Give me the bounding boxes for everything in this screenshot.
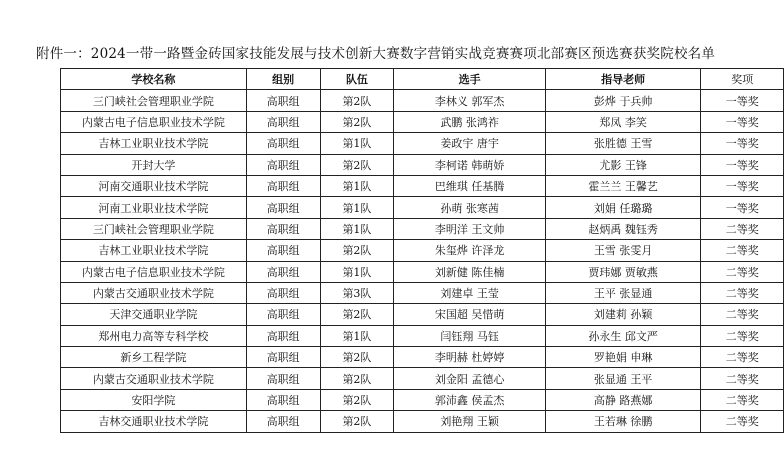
table-body (61, 90, 784, 432)
team-cell: 第2队 (320, 389, 394, 410)
table-row (61, 282, 784, 303)
award-cell: 二等奖 (701, 389, 784, 410)
award-cell: 一等奖 (701, 90, 784, 111)
group-cell: 高职组 (246, 90, 320, 111)
group-cell: 高职组 (246, 175, 320, 196)
contestants-cell: 朱玺烨 许泽龙 (394, 240, 546, 261)
team-cell: 第1队 (320, 261, 394, 282)
group-cell: 高职组 (246, 411, 320, 432)
school-cell: 内蒙古电子信息职业技术学院 (61, 261, 247, 282)
school-cell: 内蒙古电子信息职业技术学院 (61, 111, 247, 132)
instructors-cell: 孙永生 邱文严 (545, 325, 701, 346)
team-cell: 第2队 (320, 347, 394, 368)
instructors-cell: 王平 张显通 (545, 282, 701, 303)
group-cell: 高职组 (246, 282, 320, 303)
instructors-cell: 张显通 王平 (545, 368, 701, 389)
instructors-cell: 霍兰兰 王馨艺 (545, 175, 701, 196)
contestants-cell: 李林义 郭军杰 (394, 90, 546, 111)
contestants-cell: 郭沛鑫 侯孟杰 (394, 389, 546, 410)
team-cell: 第1队 (320, 133, 394, 154)
instructors-cell: 刘娟 任璐璐 (545, 197, 701, 218)
team-cell: 第1队 (320, 218, 394, 239)
contestants-cell: 李柯诺 韩萌娇 (394, 154, 546, 175)
school-cell: 三门峡社会管理职业学院 (61, 90, 247, 111)
table-row (61, 261, 784, 282)
school-cell: 内蒙古交通职业技术学院 (61, 282, 247, 303)
school-cell: 吉林工业职业技术学院 (61, 240, 247, 261)
group-cell: 高职组 (246, 197, 320, 218)
team-cell: 第2队 (320, 111, 394, 132)
table-row (61, 154, 784, 175)
award-cell: 二等奖 (701, 218, 784, 239)
table-row (61, 111, 784, 132)
award-cell: 二等奖 (701, 325, 784, 346)
table-row (61, 304, 784, 325)
team-cell: 第1队 (320, 175, 394, 196)
school-cell: 河南工业职业技术学院 (61, 197, 247, 218)
table-row (61, 368, 784, 389)
school-cell: 天津交通职业学院 (61, 304, 247, 325)
instructors-cell: 王雪 张雯月 (545, 240, 701, 261)
table-row (61, 347, 784, 368)
award-cell: 二等奖 (701, 304, 784, 325)
award-cell: 一等奖 (701, 111, 784, 132)
contestants-cell: 李明洋 王文帅 (394, 218, 546, 239)
group-cell: 高职组 (246, 304, 320, 325)
award-cell: 一等奖 (701, 154, 784, 175)
header-group: 组别 (246, 69, 320, 90)
contestants-cell: 李明赫 杜婷婷 (394, 347, 546, 368)
table-row (61, 90, 784, 111)
team-cell: 第3队 (320, 282, 394, 303)
header-school: 学校名称 (61, 69, 247, 90)
group-cell: 高职组 (246, 261, 320, 282)
contestants-cell: 孙萌 张寒茜 (394, 197, 546, 218)
header-team: 队伍 (320, 69, 394, 90)
school-cell: 新乡工程学院 (61, 347, 247, 368)
school-cell: 吉林工业职业技术学院 (61, 133, 247, 154)
team-cell: 第1队 (320, 325, 394, 346)
table-row (61, 411, 784, 432)
school-cell: 河南交通职业技术学院 (61, 175, 247, 196)
contestants-cell: 武鹏 张鸿祚 (394, 111, 546, 132)
group-cell: 高职组 (246, 389, 320, 410)
instructors-cell: 彭烨 于兵帅 (545, 90, 701, 111)
header-contestants: 选手 (394, 69, 546, 90)
instructors-cell: 高静 路燕娜 (545, 389, 701, 410)
group-cell: 高职组 (246, 240, 320, 261)
table-header (61, 69, 784, 90)
group-cell: 高职组 (246, 218, 320, 239)
document-title: 附件一：2024一带一路暨金砖国家技能发展与技术创新大赛数字营销实战竞赛赛项北部赛区预选赛获奖院校名单 (36, 46, 716, 62)
table-row (61, 175, 784, 196)
contestants-cell: 闫钰翔 马钰 (394, 325, 546, 346)
award-table (60, 68, 784, 433)
team-cell: 第2队 (320, 154, 394, 175)
contestants-cell: 姜政宇 唐宇 (394, 133, 546, 154)
award-cell: 二等奖 (701, 411, 784, 432)
group-cell: 高职组 (246, 154, 320, 175)
instructors-cell: 张胜德 王雪 (545, 133, 701, 154)
award-cell: 二等奖 (701, 240, 784, 261)
group-cell: 高职组 (246, 368, 320, 389)
table-row (61, 325, 784, 346)
header-row (61, 69, 784, 90)
contestants-cell: 刘艳翔 王颖 (394, 411, 546, 432)
group-cell: 高职组 (246, 111, 320, 132)
award-cell: 一等奖 (701, 197, 784, 218)
school-cell: 郑州电力高等专科学校 (61, 325, 247, 346)
header-award: 奖项 (701, 69, 784, 90)
school-cell: 内蒙古交通职业技术学院 (61, 368, 247, 389)
school-cell: 安阳学院 (61, 389, 247, 410)
team-cell: 第2队 (320, 411, 394, 432)
table-row (61, 389, 784, 410)
table-row (61, 218, 784, 239)
contestants-cell: 巴维琪 任基腾 (394, 175, 546, 196)
table-row (61, 197, 784, 218)
award-cell: 二等奖 (701, 368, 784, 389)
award-cell: 二等奖 (701, 347, 784, 368)
group-cell: 高职组 (246, 325, 320, 346)
instructors-cell: 罗艳娟 申琳 (545, 347, 701, 368)
instructors-cell: 郑凤 李笑 (545, 111, 701, 132)
school-cell: 吉林交通职业技术学院 (61, 411, 247, 432)
school-cell: 三门峡社会管理职业学院 (61, 218, 247, 239)
instructors-cell: 刘建莉 孙颖 (545, 304, 701, 325)
contestants-cell: 刘建卓 王莹 (394, 282, 546, 303)
instructors-cell: 赵炳禹 魏钰秀 (545, 218, 701, 239)
award-cell: 一等奖 (701, 133, 784, 154)
contestants-cell: 刘金阳 孟德心 (394, 368, 546, 389)
team-cell: 第1队 (320, 197, 394, 218)
instructors-cell: 贾玮娜 贾敏燕 (545, 261, 701, 282)
instructors-cell: 尤影 王锋 (545, 154, 701, 175)
team-cell: 第2队 (320, 240, 394, 261)
table-row (61, 133, 784, 154)
table-row (61, 240, 784, 261)
award-cell: 二等奖 (701, 282, 784, 303)
team-cell: 第2队 (320, 304, 394, 325)
group-cell: 高职组 (246, 133, 320, 154)
team-cell: 第2队 (320, 90, 394, 111)
school-cell: 开封大学 (61, 154, 247, 175)
header-instructors: 指导老师 (545, 69, 701, 90)
team-cell: 第2队 (320, 368, 394, 389)
instructors-cell: 王若琳 徐鹏 (545, 411, 701, 432)
award-cell: 二等奖 (701, 261, 784, 282)
contestants-cell: 宋国超 吴惜萌 (394, 304, 546, 325)
group-cell: 高职组 (246, 347, 320, 368)
award-cell: 一等奖 (701, 175, 784, 196)
contestants-cell: 刘新健 陈佳楠 (394, 261, 546, 282)
